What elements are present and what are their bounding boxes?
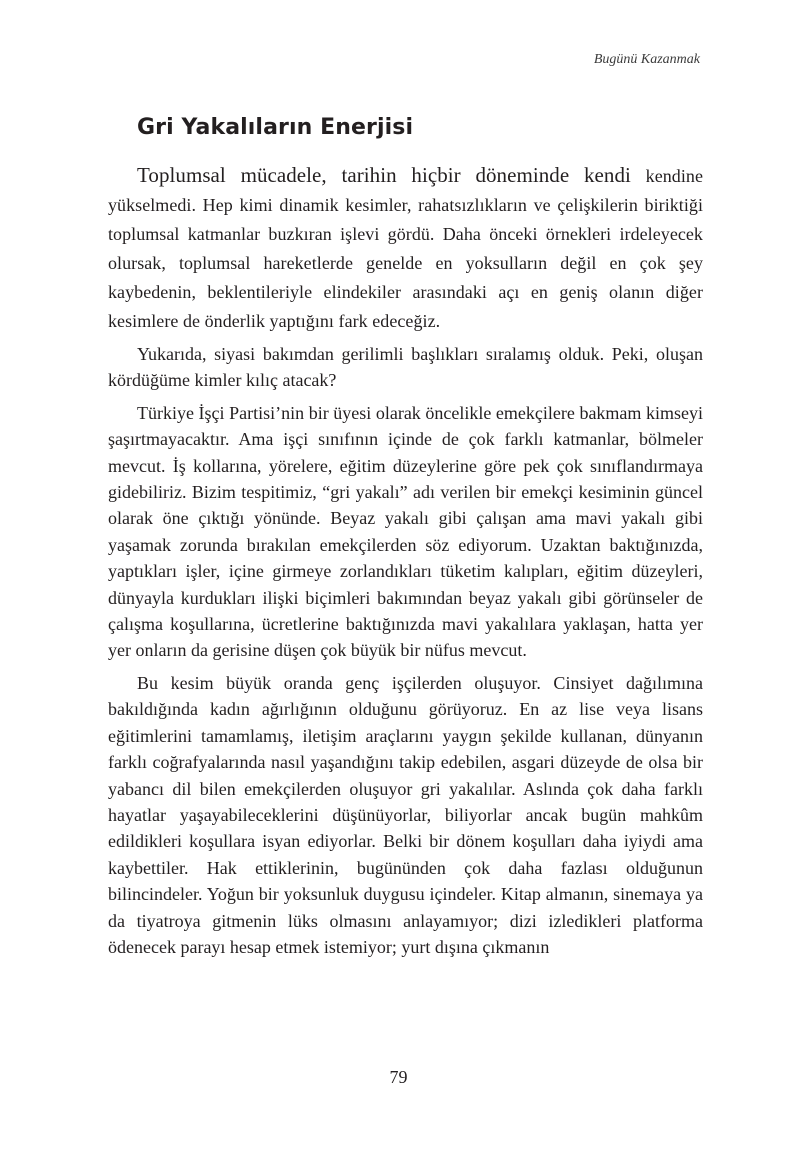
paragraph: Bu kesim büyük oranda genç işçilerden oluşuyor. Cinsiyet dağılımına bakıldığında kadın ağırlığının olduğunu görüyoruz. En az lise veya lisans eğitimlerini tamamlamış, iletişim araçlarını yaygın şekilde kullanan, dünyanın farklı coğrafyalarında nasıl yaşandığını takip edebilen, asgari düzeyde de olsa bir yabancı dil bilen emekçilerden oluşuyor gri yakalılar. Aslında çok daha farklı hayatlar yaşayabileceklerini düşünüyorlar, biliyorlar ancak bugün mahkûm edildikleri koşullara isyan ediyorlar. Belki bir dönem koşulları daha iyiydi ama kaybettiler. Hak ettiklerinin, bugününden çok daha fazlası olduğunun bilincindeler. Yoğun bir yoksunluk duygusu içindeler. Kitap almanın, sinemaya ya da tiyatroya gitmenin lüks olmasını anlayamıyor; dizi izledikleri platforma ödenecek parayı hesap etmek istemiyor; yurt dışına çıkmanın xyxy=(108,672,703,957)
paragraph-text: kendine yükselmedi. Hep kimi dinamik kesimler, rahatsızlıkların ve çelişkilerin biriktiği toplumsal katmanlar buzkıran işlevi gördü. Daha önceki örnekleri irdeleyecek olursak, toplumsal hareketlerde genelde en yoksulların değil en çok şey kaybedenin, beklentileriyle elindekiler arasındaki açı en geniş olanın diğer kesimlere de önderlik yaptığını fark edeceğiz. xyxy=(108,166,703,331)
page-number: 79 xyxy=(389,1067,408,1087)
section-title: Gri Yakalıların Enerjisi xyxy=(137,115,414,140)
paragraph: Türkiye İşçi Partisi’nin bir üyesi olarak öncelikle emekçilere bakmam kimseyi şaşırtmayacaktır. Ama işçi sınıfının içinde de çok farklı katmanlar, bölmeler mevcut. İş kollarına, yörelere, eğitim düzeylerine göre pek çok sınıflandırmaya gidebiliriz. Bizim tespitimiz, “gri yakalı” adı verilen bir emekçi kesiminin güncel olarak öne çıktığı yönünde. Beyaz yakalı gibi çalışan ama mavi yakalı gibi yaşamak zorunda bırakılan emekçilerden söz ediyorum. Uzaktan baktığınızda, yaptıkları işler, içine girmeye zorlandıkları tüketim kalıpları, eğitim düzeyleri, dünyayla kurdukları ilişki biçimleri bakımından beyaz yakalı gibi görünseler de çalışma koşullarına, ücretlerine baktığınızda mavi yakalılara yaklaşan, hatta yer yer onların da gerisine düşen çok büyük bir nüfus mevcut. xyxy=(108,402,703,661)
paragraph: Yukarıda, siyasi bakımdan gerilimli başlıkları sıralamış olduk. Peki, oluşan kördüğüme kimler kılıç atacak? xyxy=(108,344,703,391)
paragraph-lead-in: Toplumsal mücadele, tarihin hiçbir döneminde kendi xyxy=(137,163,631,187)
running-header: Bugünü Kazanmak xyxy=(593,52,700,67)
paragraph xyxy=(108,161,703,335)
body-text xyxy=(108,161,703,966)
